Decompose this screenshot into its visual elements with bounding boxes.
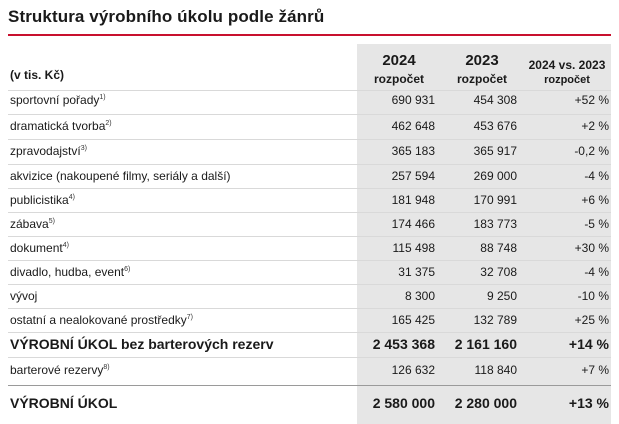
- row-label: [10, 119, 112, 133]
- value-2024: [392, 119, 435, 133]
- value-2023-text: 132 789: [473, 313, 517, 327]
- row-divider: [8, 188, 611, 189]
- value-change-text: +25 %: [574, 313, 609, 327]
- subtotal-2024: [373, 336, 435, 352]
- barter-label-text: barterové rezervy: [10, 363, 104, 377]
- row-label-text: divadlo, hudba, event: [10, 265, 125, 279]
- row-label-text: ostatní a nealokované prostředky: [10, 313, 187, 327]
- footnote-marker: 2): [105, 120, 112, 127]
- total-label: [10, 395, 117, 411]
- value-2023: [474, 313, 517, 327]
- row-label-text: vývoj: [10, 289, 38, 303]
- value-2023: [474, 119, 517, 133]
- row-label: [10, 289, 37, 303]
- value-2023-text: 88 748: [480, 241, 517, 255]
- value-change-text: -10 %: [577, 289, 609, 303]
- value-2024-text: 365 183: [391, 144, 435, 158]
- footnote-marker: 7): [186, 314, 194, 321]
- footnote-marker: 3): [80, 145, 87, 152]
- value-2023-text: 454 308: [473, 93, 517, 107]
- barter-change-text: +7 %: [581, 363, 609, 377]
- value-2024: [393, 241, 436, 255]
- value-change: [581, 193, 609, 207]
- page-title: Struktura výrobního úkolu podle žánrů: [8, 7, 325, 26]
- row-divider: [8, 357, 611, 358]
- value-change: [578, 289, 609, 303]
- value-change: [575, 93, 609, 107]
- footnote-marker: 5): [48, 218, 55, 225]
- value-2023-text: 170 991: [473, 193, 517, 207]
- row-label: [10, 265, 130, 279]
- value-change-text: +2 %: [581, 119, 609, 133]
- value-2024: [392, 93, 435, 107]
- subtotal-label-text: VÝROBNÍ ÚKOL bez barterových rezerv: [10, 336, 274, 352]
- value-change-text: -4 %: [584, 169, 609, 183]
- row-label-text: publicistika: [10, 193, 69, 207]
- row-label-text: zpravodajství: [10, 144, 81, 158]
- unit-label: (v tis. Kč): [10, 68, 65, 82]
- row-divider: [8, 284, 611, 285]
- value-2023-text: 32 708: [480, 265, 517, 279]
- column-header-change-sub: rozpočet: [544, 74, 590, 86]
- row-divider: [8, 164, 611, 165]
- row-label-text: dramatická tvorba: [10, 119, 106, 133]
- value-2023-text: 183 773: [473, 217, 517, 231]
- value-change: [584, 217, 609, 231]
- column-header-change: [523, 58, 611, 86]
- value-2024: [392, 193, 435, 207]
- column-header-2024-sub: rozpočet: [373, 72, 424, 86]
- barter-2023-text: 118 840: [474, 363, 517, 377]
- value-change: [575, 241, 609, 255]
- column-header-2024-year: 2024: [382, 52, 416, 69]
- row-label: [10, 217, 55, 231]
- row-label-text: dokument: [10, 241, 63, 255]
- value-2023-text: 453 676: [473, 119, 517, 133]
- value-2023: [474, 93, 517, 107]
- total-2023: [455, 395, 517, 411]
- footnote-marker: 6): [124, 266, 131, 273]
- row-label: [10, 313, 193, 327]
- barter-label: [10, 363, 110, 377]
- value-2024-text: 462 648: [391, 119, 435, 133]
- barter-2023: [475, 363, 518, 377]
- total-label-text: VÝROBNÍ ÚKOL: [10, 395, 118, 411]
- value-change-text: -4 %: [584, 265, 609, 279]
- value-change-text: -0,2 %: [574, 144, 609, 158]
- value-2023: [480, 241, 517, 255]
- value-2024-text: 115 498: [392, 241, 435, 255]
- row-divider: [8, 114, 611, 115]
- row-divider: [8, 236, 611, 237]
- row-divider: [8, 260, 611, 261]
- row-label-text: zábava: [10, 217, 49, 231]
- footnote-marker: 1): [99, 94, 106, 101]
- value-change: [581, 119, 609, 133]
- subtotal-2023-text: 2 161 160: [454, 336, 517, 352]
- value-change: [584, 169, 609, 183]
- value-2024: [392, 217, 435, 231]
- total-2024: [373, 395, 435, 411]
- total-2023-text: 2 280 000: [454, 395, 517, 411]
- value-2024-text: 31 375: [398, 265, 435, 279]
- row-label: [10, 144, 87, 158]
- value-change-text: +6 %: [581, 193, 609, 207]
- subtotal-2024-text: 2 453 368: [372, 336, 435, 352]
- subtotal-change: [569, 336, 609, 352]
- value-2024-text: 690 931: [391, 93, 435, 107]
- value-change: [574, 144, 609, 158]
- column-header-change-title: 2024 vs. 2023: [528, 58, 606, 72]
- value-change-text: -5 %: [584, 217, 609, 231]
- column-header-2023: [441, 52, 523, 86]
- value-2023-text: 269 000: [473, 169, 517, 183]
- column-header-2023-sub: rozpočet: [456, 72, 507, 86]
- row-label-text: sportovní pořady: [10, 93, 100, 107]
- row-divider: [8, 332, 611, 333]
- row-divider: [8, 139, 611, 140]
- subtotal-label: [10, 336, 274, 352]
- value-2023-text: 9 250: [486, 289, 517, 303]
- footnote-marker: 4): [62, 242, 69, 249]
- value-change-text: +52 %: [574, 93, 609, 107]
- barter-change: [581, 363, 609, 377]
- value-2023: [480, 265, 517, 279]
- row-label: [10, 241, 69, 255]
- value-2024-text: 8 300: [404, 289, 435, 303]
- total-2024-text: 2 580 000: [372, 395, 435, 411]
- column-header-2024: [357, 52, 441, 86]
- subtotal-2023: [455, 336, 517, 352]
- value-2023: [474, 144, 517, 158]
- value-2024-text: 181 948: [391, 193, 435, 207]
- value-2024-text: 174 466: [391, 217, 435, 231]
- title-underline: [8, 34, 611, 36]
- value-2023-text: 365 917: [473, 144, 517, 158]
- value-2023: [474, 217, 517, 231]
- total-change: [569, 395, 609, 411]
- value-2023: [474, 193, 517, 207]
- value-change-text: +30 %: [574, 241, 609, 255]
- value-2024: [392, 169, 435, 183]
- value-change: [584, 265, 609, 279]
- value-2024: [398, 265, 435, 279]
- row-label: [10, 193, 75, 207]
- total-change-text: +13 %: [568, 395, 609, 411]
- value-2024-text: 257 594: [391, 169, 435, 183]
- column-header-2023-year: 2023: [465, 52, 499, 69]
- value-change: [575, 313, 609, 327]
- row-label: [10, 169, 231, 183]
- row-divider: [8, 212, 611, 213]
- value-2023: [474, 169, 517, 183]
- value-2024: [392, 313, 435, 327]
- subtotal-change-text: +14 %: [568, 336, 609, 352]
- barter-2024-text: 126 632: [391, 363, 435, 377]
- row-label-text: akvizice (nakoupené filmy, seriály a další): [10, 169, 231, 183]
- footnote-marker: 4): [68, 194, 75, 201]
- value-2024: [392, 144, 435, 158]
- barter-2024: [392, 363, 435, 377]
- value-2023: [487, 289, 517, 303]
- value-2024: [405, 289, 435, 303]
- row-divider: [8, 90, 611, 91]
- total-divider: [8, 385, 611, 386]
- footnote-marker: 8): [103, 364, 110, 371]
- row-divider: [8, 308, 611, 309]
- value-2024-text: 165 425: [391, 313, 435, 327]
- row-label: [10, 93, 106, 107]
